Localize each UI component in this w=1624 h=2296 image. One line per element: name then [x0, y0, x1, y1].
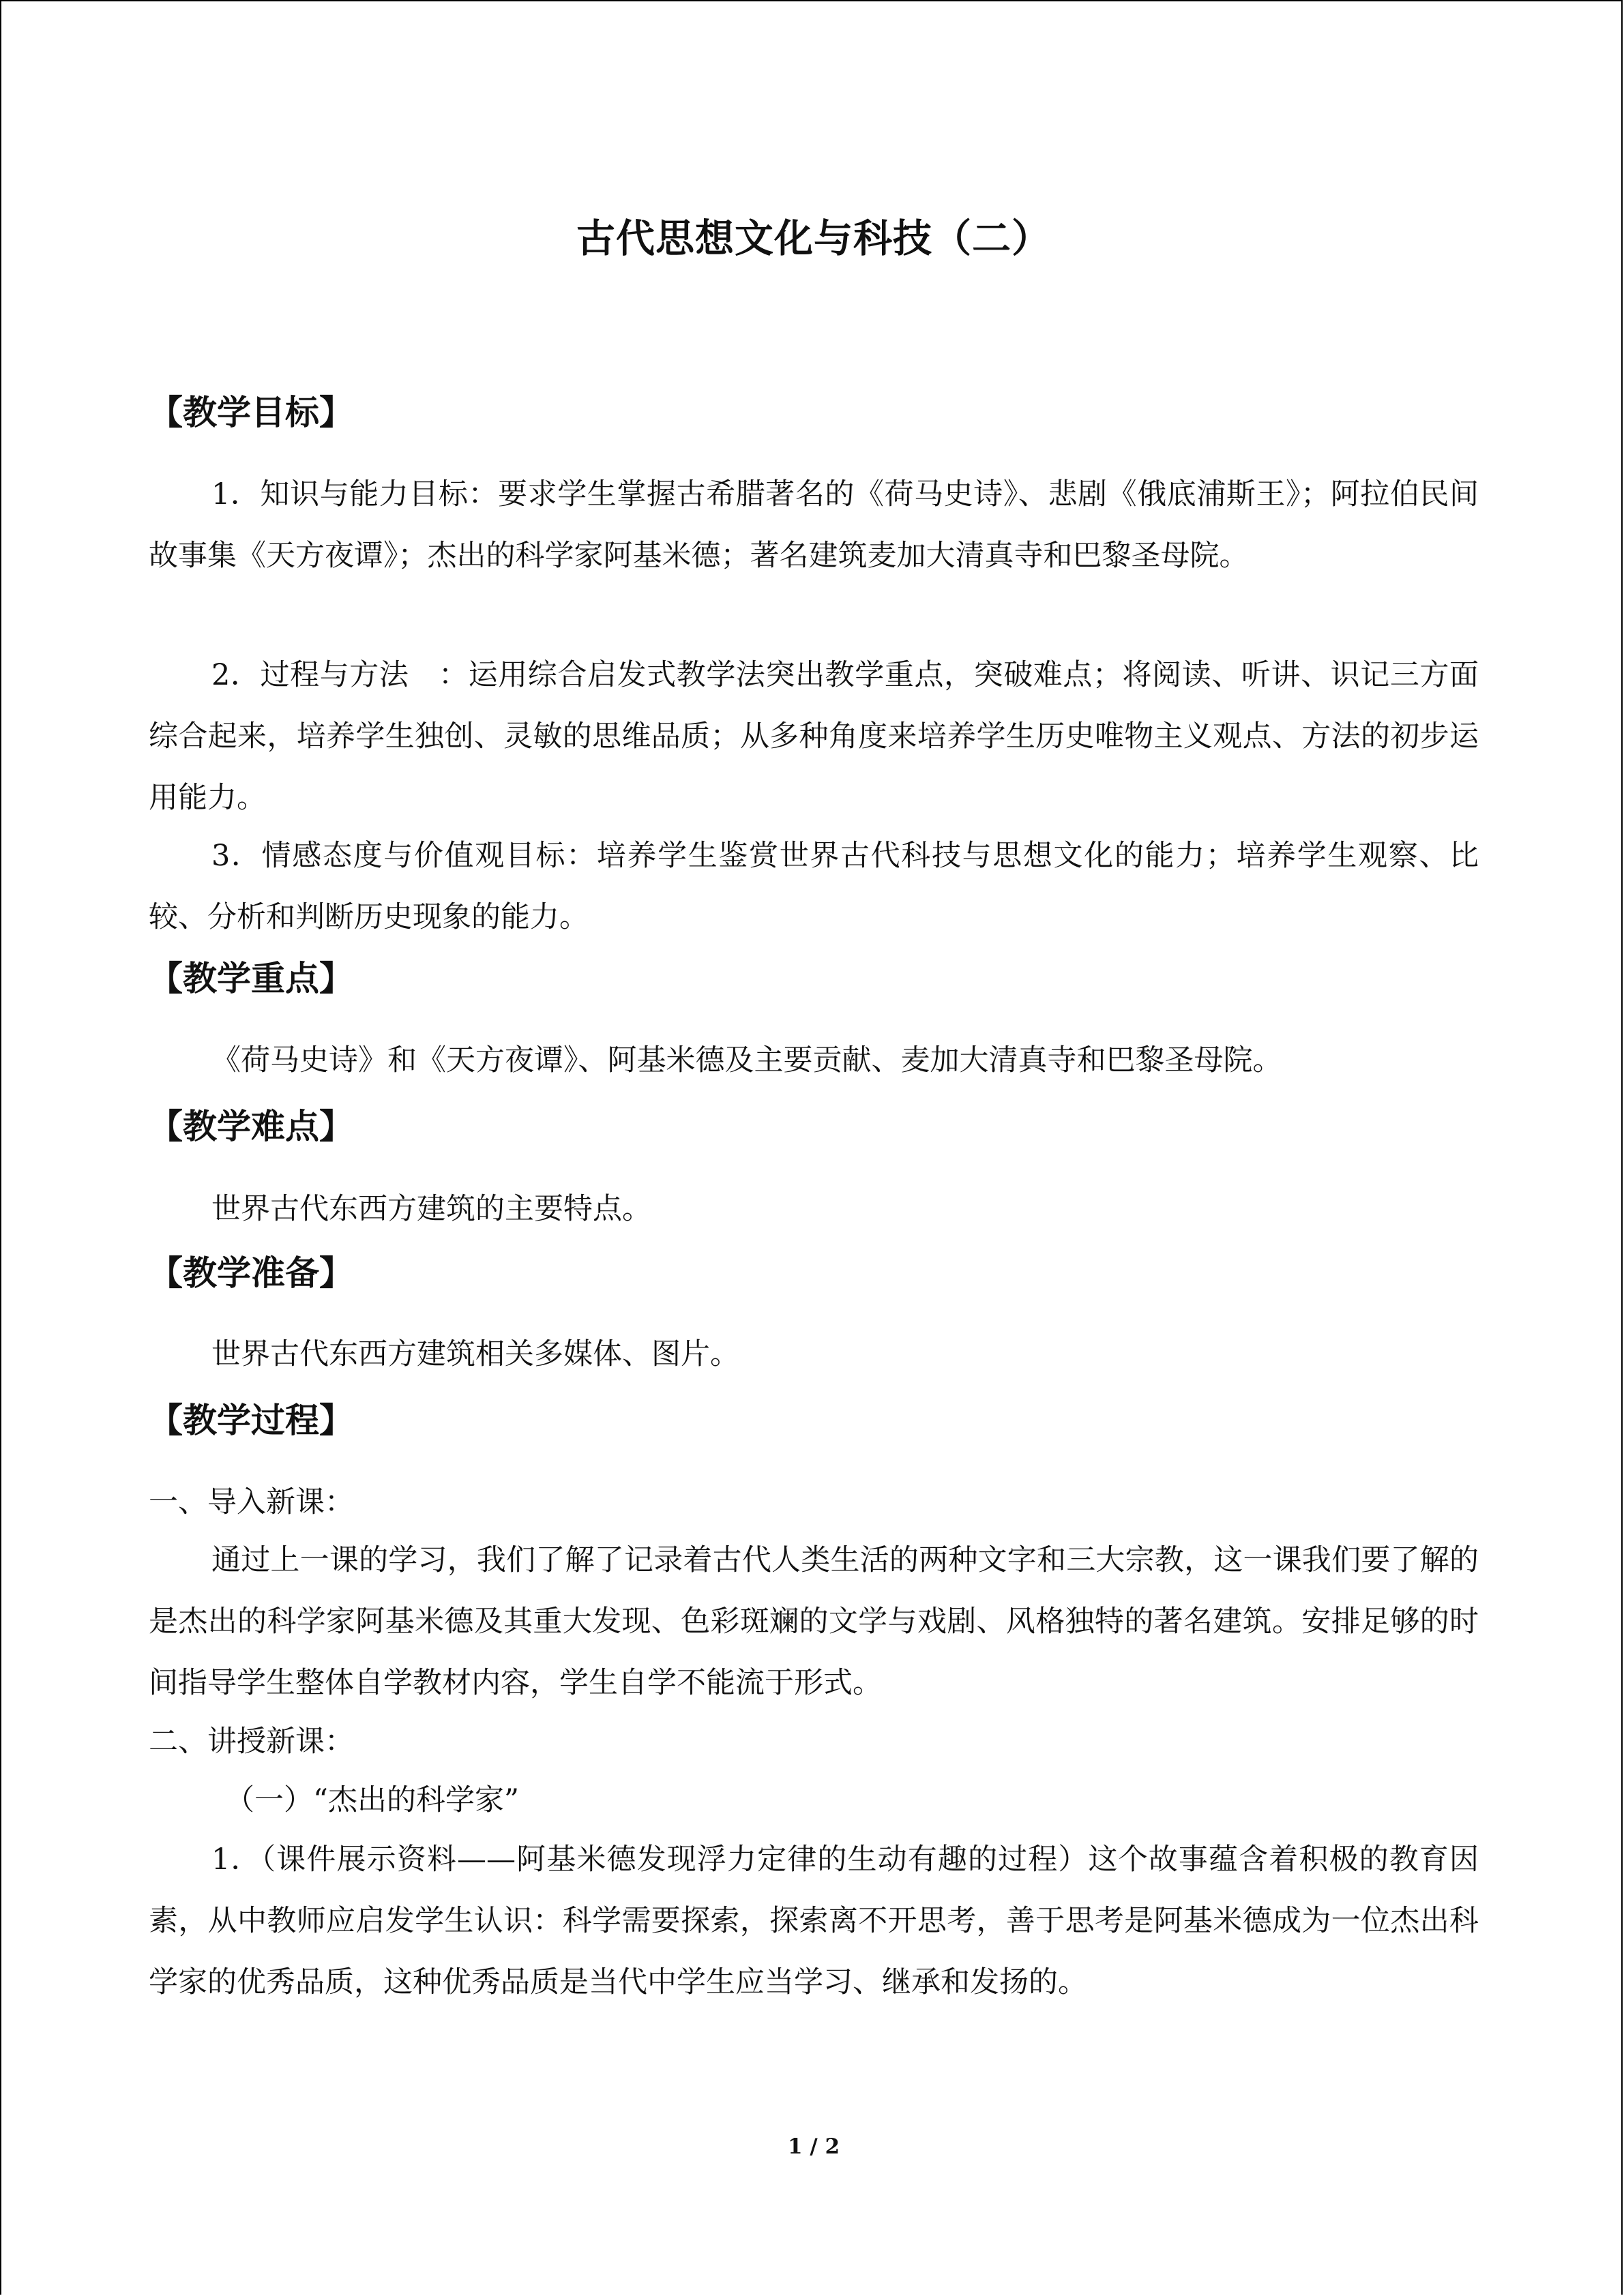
- objective-item-1: 1．知识与能力目标：要求学生掌握古希腊著名的《荷马史诗》、悲剧《俄底浦斯王》；阿拉伯民间故事集《天方夜谭》；杰出的科学家阿基米德；著名建筑麦加大清真寺和巴黎圣母院。: [149, 477, 1479, 573]
- intro-text: 通过上一课的学习，我们了解了记录着古代人类生活的两种文字和三大宗教，这一课我们要了解的是杰出的科学家阿基米德及其重大发现、色彩斑斓的文学与戏剧、风格独特的著名建筑。安排足够的时间指导学生整体自学教材内容，学生自学不能流于形式。: [149, 1543, 1479, 1700]
- heading-difficulties: 【教学难点】: [149, 1107, 353, 1146]
- key-points-text: 《荷马史诗》和《天方夜谭》、阿基米德及主要贡献、麦加大清真寺和巴黎圣母院。: [211, 1043, 1282, 1077]
- page-number: 1 / 2: [787, 2134, 840, 2159]
- difficulties-text: 世界古代东西方建筑的主要特点。: [211, 1192, 651, 1226]
- heading-process: 【教学过程】: [149, 1401, 353, 1440]
- point-1-text: 1．（课件展示资料——阿基米德发现浮力定律的生动有趣的过程）这个故事蕴含着积极的教育因素，从中教师应启发学生认识：科学需要探索，探索离不开思考，善于思考是阿基米德成为一位杰出科学家的优秀品质，这种优秀品质是当代中学生应当学习、继承和发扬的。: [149, 1843, 1479, 1999]
- document-title: 古代思想文化与科技（二）: [576, 216, 1051, 261]
- objective-item-2: 2．过程与方法 ：运用综合启发式教学法突出教学重点，突破难点；将阅读、听讲、识记三方面综合起来，培养学生独创、灵敏的思维品质；从多种角度来培养学生历史唯物主义观点、方法的初步运用能力。: [149, 658, 1479, 815]
- intro-label: 一、导入新课：: [149, 1485, 354, 1519]
- objective-item-3: 3．情感态度与价值观目标：培养学生鉴赏世界古代科技与思想文化的能力；培养学生观察、比较、分析和判断历史现象的能力。: [149, 839, 1479, 934]
- heading-preparation: 【教学准备】: [149, 1253, 353, 1293]
- sub-heading-scientist: （一）“杰出的科学家”: [225, 1783, 519, 1817]
- new-lesson-label: 二、讲授新课：: [149, 1725, 354, 1759]
- heading-key-points: 【教学重点】: [149, 959, 353, 998]
- heading-objectives: 【教学目标】: [149, 393, 353, 432]
- preparation-text: 世界古代东西方建筑相关多媒体、图片。: [211, 1337, 739, 1371]
